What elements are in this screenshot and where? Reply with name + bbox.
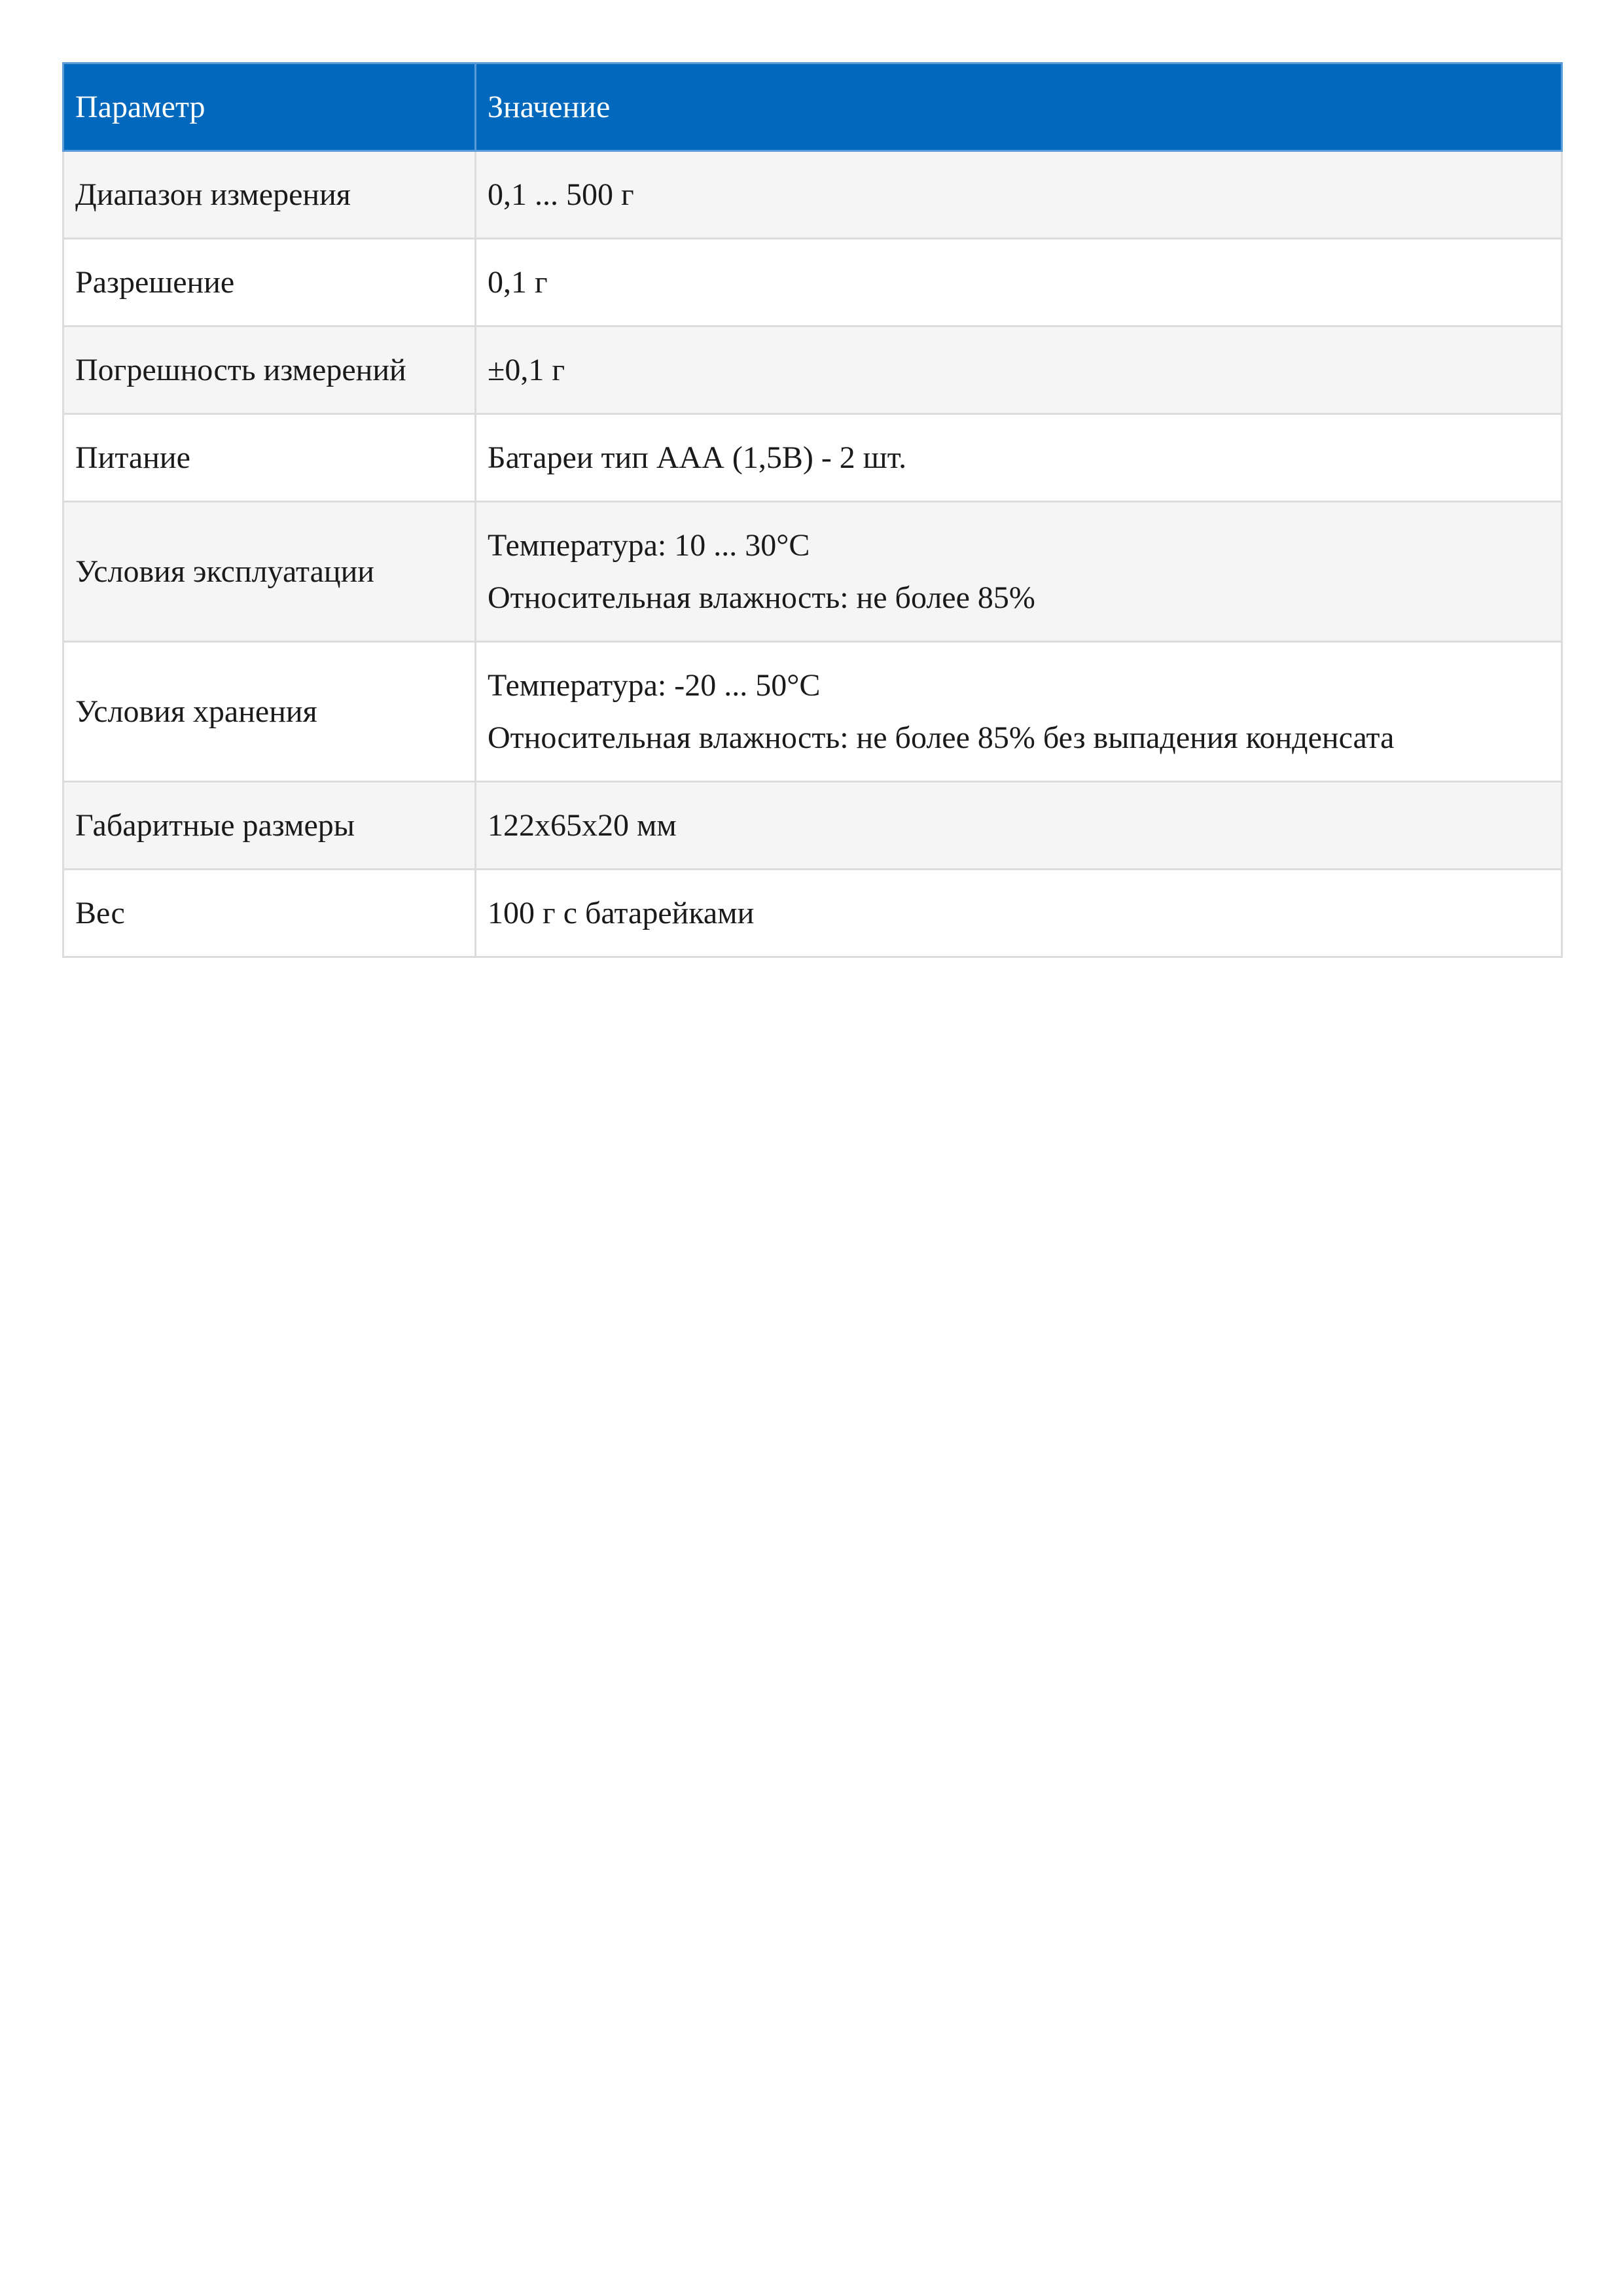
row-parameter: Габаритные размеры bbox=[63, 782, 476, 870]
row-value-line: Относительная влажность: не более 85% без выпадения конденсата bbox=[488, 720, 1395, 755]
row-parameter: Питание bbox=[63, 414, 476, 502]
row-parameter: Условия хранения bbox=[63, 642, 476, 782]
row-value bbox=[476, 327, 1562, 414]
row-value-line: Температура: 10 ... 30°С bbox=[488, 527, 810, 563]
row-value-line: 122x65x20 мм bbox=[488, 807, 677, 843]
row-value-line: Относительная влажность: не более 85% bbox=[488, 580, 1035, 615]
table-body bbox=[63, 151, 1562, 957]
table-row bbox=[63, 327, 1562, 414]
row-parameter: Вес bbox=[63, 870, 476, 957]
row-value bbox=[476, 642, 1562, 782]
row-value bbox=[476, 414, 1562, 502]
table-row bbox=[63, 502, 1562, 642]
row-value-line: 0,1 ... 500 г bbox=[488, 177, 634, 212]
table-row bbox=[63, 414, 1562, 502]
row-value-line: Температура: -20 ... 50°С bbox=[488, 667, 821, 703]
row-value-line: ±0,1 г bbox=[488, 352, 565, 387]
row-value-line: Батареи тип ААА (1,5В) - 2 шт. bbox=[488, 440, 907, 475]
row-parameter: Условия эксплуатации bbox=[63, 502, 476, 642]
table-row bbox=[63, 151, 1562, 239]
row-parameter: Диапазон измерения bbox=[63, 151, 476, 239]
row-value bbox=[476, 782, 1562, 870]
row-value bbox=[476, 151, 1562, 239]
row-parameter: Разрешение bbox=[63, 239, 476, 327]
specifications-table bbox=[62, 62, 1563, 958]
row-value bbox=[476, 870, 1562, 957]
row-value-line: 100 г с батарейками bbox=[488, 895, 755, 930]
header-value: Значение bbox=[476, 63, 1562, 151]
table-row bbox=[63, 782, 1562, 870]
row-value bbox=[476, 502, 1562, 642]
header-row bbox=[63, 63, 1562, 151]
row-value-line: 0,1 г bbox=[488, 264, 548, 300]
row-value bbox=[476, 239, 1562, 327]
header-parameter: Параметр bbox=[63, 63, 476, 151]
table-row bbox=[63, 239, 1562, 327]
table-row bbox=[63, 642, 1562, 782]
row-parameter: Погрешность измерений bbox=[63, 327, 476, 414]
table-row bbox=[63, 870, 1562, 957]
table-header bbox=[63, 63, 1562, 151]
